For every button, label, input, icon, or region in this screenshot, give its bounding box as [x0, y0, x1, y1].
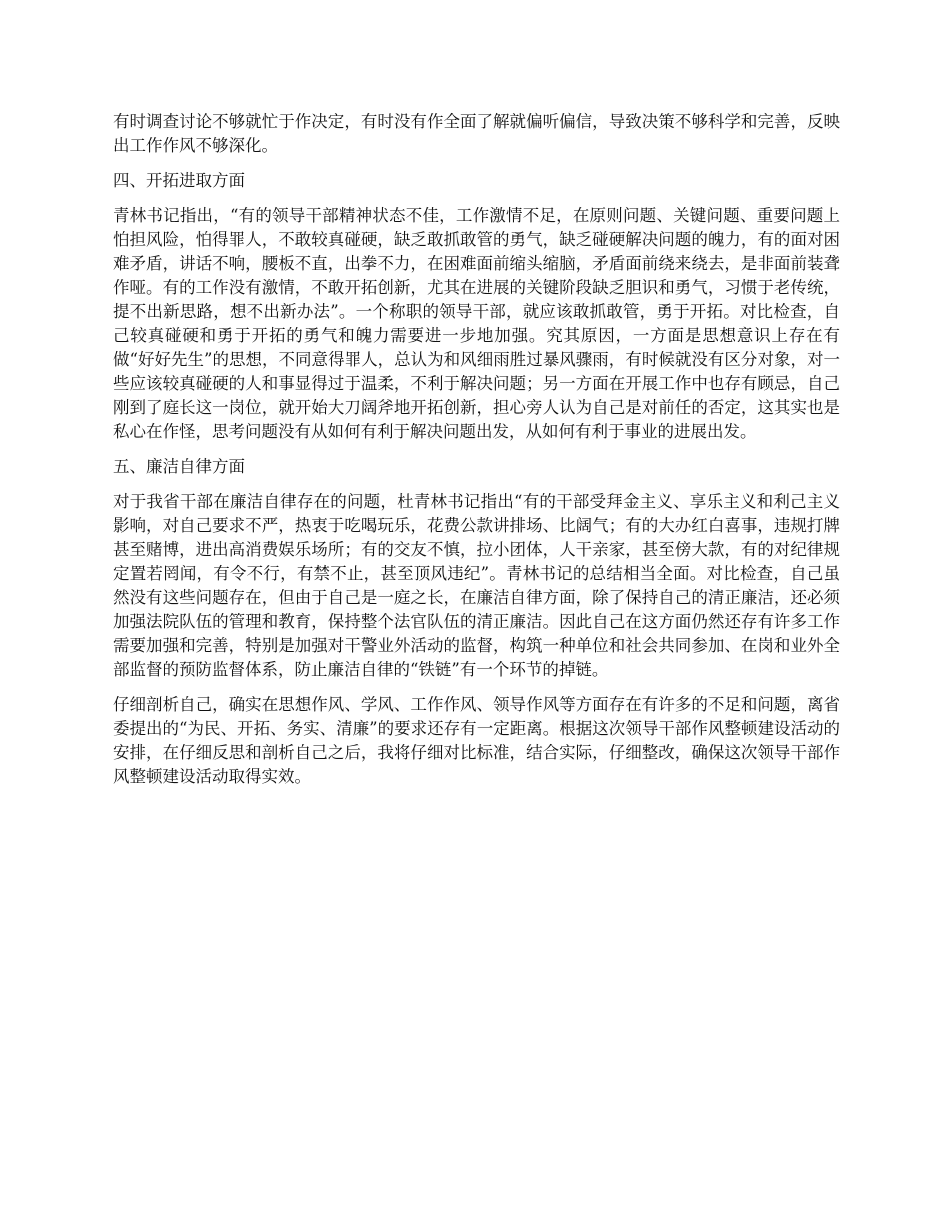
paragraph-pioneering: 青林书记指出，“有的领导干部精神状态不佳，工作激情不足，在原则问题、关键问题、重要问题上怕担风险，怕得罪人，不敢较真碰硬，缺乏敢抓敢管的勇气，缺乏碰硬解决问题的魄力，有的面对困难矛盾，讲话不响，腰板不直，出拳不力，在困难面前缩头缩脑，矛盾面前绕来绕去，是非面前装聋作哑。有的工作没有激情，不敢开拓创新，尤其在进展的关键阶段缺乏胆识和勇气，习惯于老传统，提不出新思路，想不出新办法”。一个称职的领导干部，就应该敢抓敢管，勇于开拓。对比检查，自己较真碰硬和勇于开拓的勇气和魄力需要进一步地加强。究其原因，一方面是思想意识上存在有做“好好先生”的思想，不同意得罪人，总认为和风细雨胜过暴风骤雨，有时候就没有区分对象，对一些应该较真碰硬的人和事显得过于温柔，不利于解决问题；另一方面在开展工作中也存有顾忌，自己刚到了庭长这一岗位，就开始大刀阔斧地开拓创新，担心旁人认为自己是对前任的否定，这其实也是私心在作怪，思考问题没有从如何有利于解决问题出发，从如何有利于事业的进展出发。 [113, 206, 840, 441]
paragraph-decision-style: 有时调查讨论不够就忙于作决定，有时没有作全面了解就偏听偏信，导致决策不够科学和完善，反映出工作作风不够深化。 [113, 112, 840, 155]
paragraph-conclusion: 仔细剖析自己，确实在思想作风、学风、工作作风、领导作风等方面存在有许多的不足和问题，离省委提出的“为民、开拓、务实、清廉”的要求还存有一定距离。根据这次领导干部作风整顿建设活动的安排，在仔细反思和剖析自己之后，我将仔细对比标准，结合实际，仔细整改，确保这次领导干部作风整顿建设活动取得实效。 [113, 695, 840, 786]
section-heading-pioneering: 四、开拓进取方面 [113, 171, 245, 190]
document-page [113, 110, 840, 800]
section-heading-integrity: 五、廉洁自律方面 [113, 457, 245, 476]
paragraph-integrity: 对于我省干部在廉洁自律存在的问题，杜青林书记指出“有的干部受拜金主义、享乐主义和利己主义影响，对自己要求不严，热衷于吃喝玩乐，花费公款讲排场、比阔气；有的大办红白喜事，违规打牌甚至赌博，进出高消费娱乐场所；有的交友不慎，拉小团体，人干亲家，甚至傍大款，有的对纪律规定置若罔闻，有令不行，有禁不止，甚至顶风违纪”。青林书记的总结相当全面。对比检查，自己虽然没有这些问题存在，但由于自己是一庭之长，在廉洁自律方面，除了保持自己的清正廉洁，还必须加强法院队伍的管理和教育，保持整个法官队伍的清正廉洁。因此自己在这方面仍然还存有许多工作需要加强和完善，特别是加强对干警业外活动的监督，构筑一种单位和社会共同参加、在岗和业外全部监督的预防监督体系，防止廉洁自律的“铁链”有一个环节的掉链。 [113, 492, 840, 679]
